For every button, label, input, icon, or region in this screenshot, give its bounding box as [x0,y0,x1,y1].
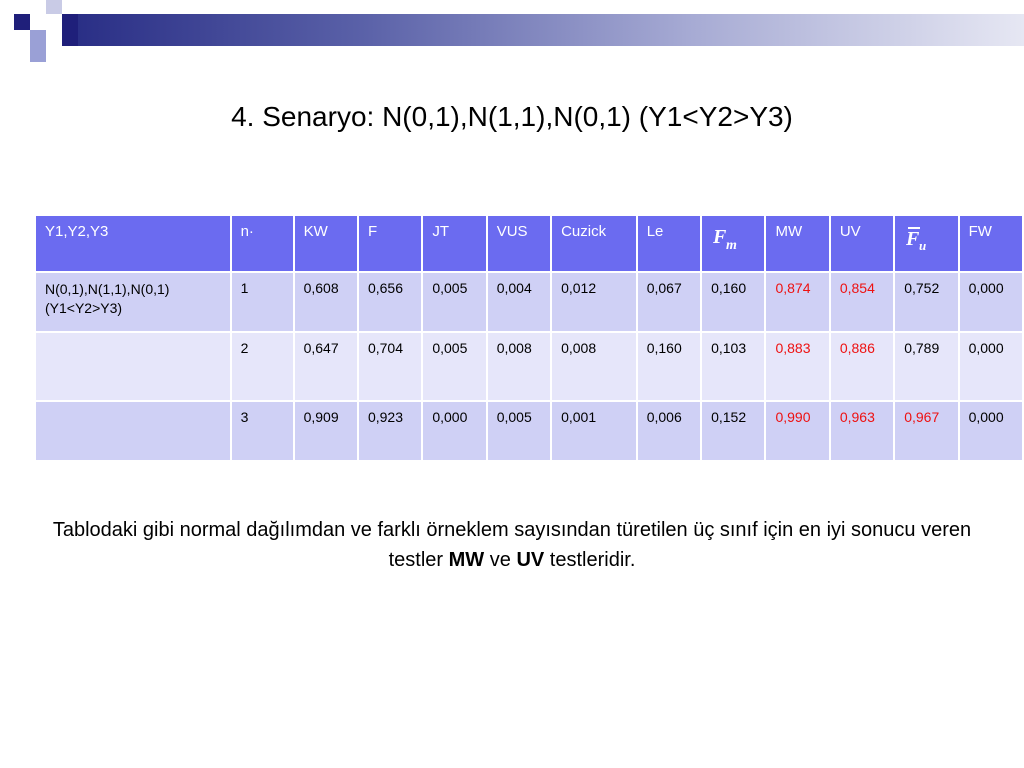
value-cell: 0,000 [959,272,1023,332]
value-cell: 0,923 [358,401,422,461]
header-square-lavender-2 [30,46,46,62]
svg-text:u: u [919,238,927,251]
table-row [35,401,1023,461]
f-m-symbol-icon [711,223,745,251]
value-cell-highlight: 0,963 [830,401,894,461]
header-group: Y1,Y2,Y3 [35,215,231,272]
header-f: F [358,215,422,272]
header-vus: VUS [487,215,551,272]
caption-bold-uv: UV [516,549,545,571]
value-cell: 0,608 [294,272,358,332]
results-table [34,214,1024,462]
value-cell-highlight: 0,883 [765,332,829,401]
group-cell [35,401,231,461]
value-cell: 0,001 [551,401,637,461]
table-row [35,272,1023,332]
value-cell: 0,909 [294,401,358,461]
header-jt: JT [422,215,486,272]
value-cell: 0,067 [637,272,701,332]
value-cell: 0,647 [294,332,358,401]
value-cell-highlight: 0,990 [765,401,829,461]
header-gradient-bar [78,14,1024,46]
value-cell: 0,752 [894,272,958,332]
value-cell: 0,012 [551,272,637,332]
caption-part2: ve [484,549,517,571]
svg-text:m: m [726,238,737,251]
value-cell: 0,000 [959,332,1023,401]
value-cell: 0,160 [701,272,765,332]
value-cell: 0,005 [422,272,486,332]
value-cell: 0,152 [701,401,765,461]
value-cell: 0,008 [551,332,637,401]
value-cell: 0,000 [422,401,486,461]
header-f-m-symbol [701,215,765,272]
header-square-navy-2 [62,14,78,46]
f-bar-symbol-icon [904,223,938,251]
group-cell: N(0,1),N(1,1),N(0,1) (Y1<Y2>Y3) [35,272,231,332]
header-uv: UV [830,215,894,272]
caption-part3: testleridir. [544,549,636,571]
n-cell: 2 [231,332,294,401]
header-f-bar-symbol [894,215,958,272]
value-cell: 0,656 [358,272,422,332]
header-square-navy [14,14,30,30]
header-square-pale [46,0,62,14]
value-cell: 0,006 [637,401,701,461]
value-cell: 0,004 [487,272,551,332]
header-n: n· [231,215,294,272]
group-cell [35,332,231,401]
value-cell: 0,000 [959,401,1023,461]
value-cell-highlight: 0,874 [765,272,829,332]
value-cell: 0,005 [487,401,551,461]
svg-text:F: F [713,226,727,248]
caption-bold-mw: MW [448,549,485,571]
header-cuzick: Cuzick [551,215,637,272]
value-cell-highlight: 0,967 [894,401,958,461]
value-cell: 0,789 [894,332,958,401]
header-le: Le [637,215,701,272]
svg-text:F: F [906,228,920,250]
table-header-row [35,215,1023,272]
caption-text [40,515,984,575]
slide-title: 4. Senaryo: N(0,1),N(1,1),N(0,1) (Y1<Y2>Y3) [231,101,793,132]
value-cell: 0,160 [637,332,701,401]
value-cell: 0,008 [487,332,551,401]
value-cell-highlight: 0,854 [830,272,894,332]
n-cell: 3 [231,401,294,461]
value-cell: 0,005 [422,332,486,401]
n-cell: 1 [231,272,294,332]
value-cell: 0,103 [701,332,765,401]
header-kw: KW [294,215,358,272]
value-cell-highlight: 0,886 [830,332,894,401]
header-fw: FW [959,215,1023,272]
caption-part1: Tablodaki gibi normal dağılımdan ve farklı örneklem sayısından türetilen üç sınıf için en iyi sonucu veren testler [52,519,972,571]
header-square-lavender [30,30,46,46]
header-mw: MW [765,215,829,272]
value-cell: 0,704 [358,332,422,401]
table-row [35,332,1023,401]
